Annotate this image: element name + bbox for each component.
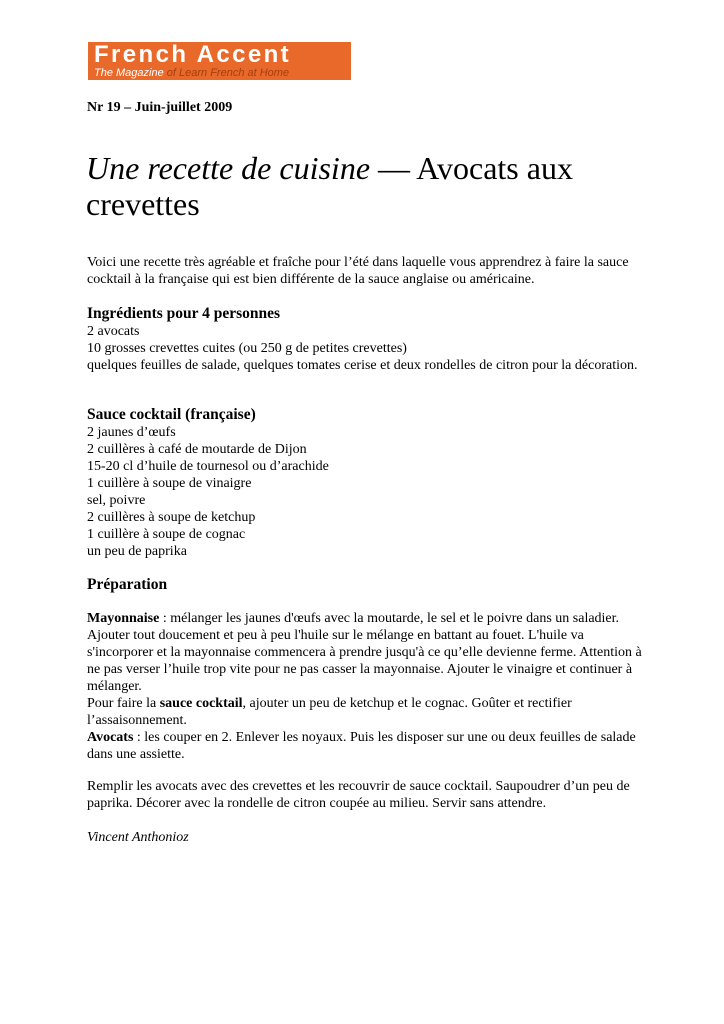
sauce-step-intro: Pour faire la [87,696,160,711]
ingredient-item: 10 grosses crevettes cuites (ou 250 g de petites crevettes) [87,341,407,356]
ingredient-item: 2 avocats [87,324,140,339]
sauce-item: un peu de paprika [87,544,187,559]
ingredient-item: quelques feuilles de salade, quelques tomates cerise et deux rondelles de citron pour la décoration. [87,358,638,373]
sauce-item: sel, poivre [87,493,146,508]
issue-line: Nr 19 – Juin-juillet 2009 [87,100,233,115]
preparation-heading: Préparation [87,576,168,593]
logo-subtitle [94,67,351,79]
preparation-section [87,610,647,763]
sauce-item: 15-20 cl d’huile de tournesol ou d’arachide [87,459,329,474]
sauce-heading: Sauce cocktail (française) [87,406,256,423]
article-title [86,150,646,222]
author-signature: Vincent Anthonioz [87,830,189,845]
sauce-item: 2 cuillères à café de moutarde de Dijon [87,442,307,457]
mayonnaise-step [87,610,647,695]
author-section [87,829,647,846]
intro-paragraph: Voici une recette très agréable et fraîche pour l’été dans laquelle vous apprendrez à faire la sauce cocktail à la française qui est bien différente de la sauce anglaise ou américaine. [87,255,629,287]
logo-title: French Accent [94,41,292,68]
mayonnaise-text: : mélanger les jaunes d'œufs avec la moutarde, le sel et le poivre dans un saladier. Ajouter tout doucement et peu à peu l'huile sur le mélange en battant au fouet. L'huile va s'incorporer et la mayonnaise commencera à prendre jusqu'à ce qu’elle devienne ferme. Attention à ne pas verser l’huile trop vite pour ne pas casser la mayonnaise. Ajouter le vinaigre et continuer à mélanger. [87,611,642,694]
final-step-section [87,778,647,812]
sauce-item: 2 cuillères à soupe de ketchup [87,510,256,525]
avocats-step [87,729,647,763]
final-paragraph: Remplir les avocats avec des crevettes et les recouvrir de sauce cocktail. Saupoudrer d’un peu de paprika. Décorer avec la rondelle de citron coupée au milieu. Servir sans attendre. [87,779,630,811]
ingredients-heading: Ingrédients pour 4 personnes [87,305,281,322]
sauce-item: 2 jaunes d’œufs [87,425,176,440]
logo-subtitle-part2: of Learn French at Home [163,67,290,79]
sauce-section [87,406,647,560]
sauce-step-label: sauce cocktail [159,696,243,711]
sauce-step [87,695,647,729]
logo-subtitle-part1: The Magazine [94,67,164,79]
sauce-item: 1 cuillère à soupe de cognac [87,527,246,542]
avocats-label: Avocats [87,730,134,745]
sauce-item: 1 cuillère à soupe de vinaigre [87,476,252,491]
mayonnaise-label: Mayonnaise [87,611,160,626]
sauce-step-text: , ajouter un peu de ketchup et le cognac. Goûter et rectifier l’assaisonnement. [87,696,572,728]
preparation-heading-block [87,576,647,594]
title-rest: — Avocats aux crevettes [86,150,573,222]
title-italic-part: Une recette de cuisine [86,150,371,186]
intro-section [87,254,647,288]
ingredients-section [87,305,647,374]
french-accent-logo [88,42,351,80]
avocats-text: : les couper en 2. Enlever les noyaux. Puis les disposer sur une ou deux feuilles de salade dans une assiette. [87,730,636,762]
